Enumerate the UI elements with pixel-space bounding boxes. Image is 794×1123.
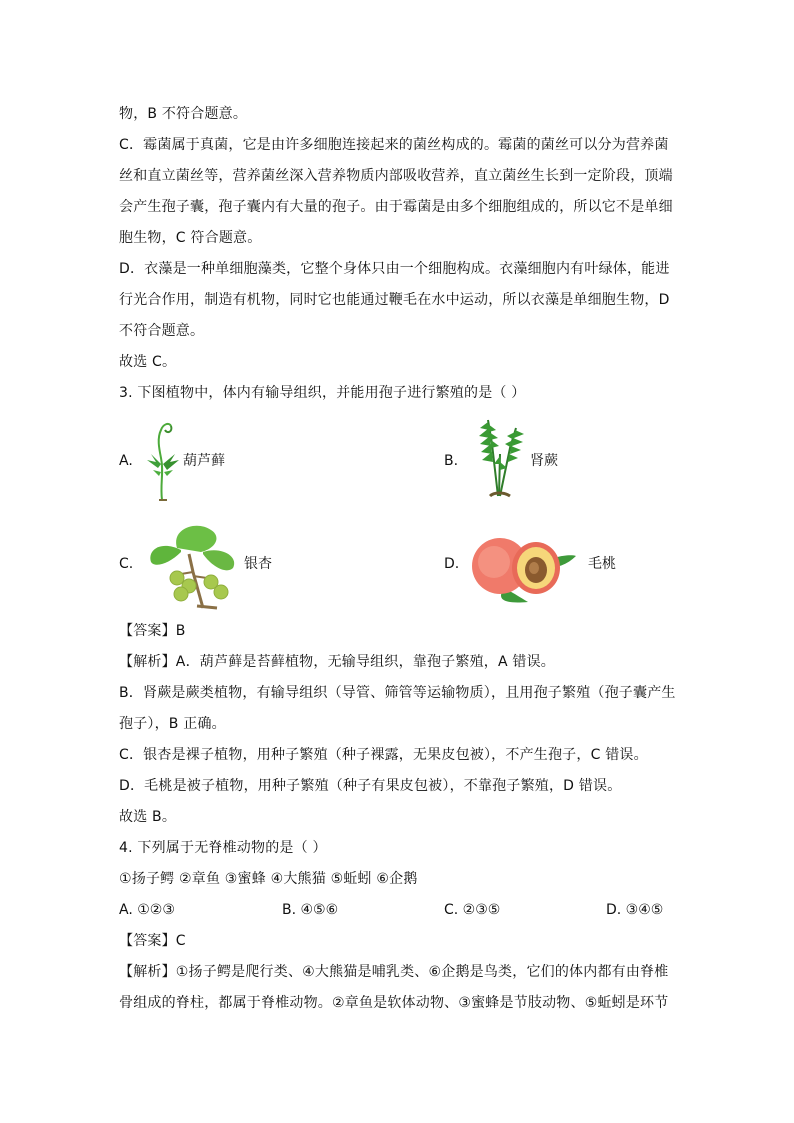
option-a-name: 葫芦藓 (183, 453, 225, 469)
analysis-line: 孢子），B 正确。 (119, 716, 226, 732)
option-c-letter: C. (119, 556, 134, 572)
analysis-line: 骨组成的脊柱，都属于脊椎动物。②章鱼是软体动物、③蜜蜂是节肢动物、⑤蚯蚓是环节 (119, 995, 669, 1011)
analysis-line: 【解析】①扬子鳄是爬行类、④大熊猫是哺乳类、⑥企鹅是鸟类，它们的体内都有由脊椎 (119, 964, 669, 980)
ginkgo-image (141, 522, 243, 612)
option-d-letter: D. (444, 556, 460, 572)
analysis-line: 【解析】A．葫芦藓是苔藓植物，无输导组织，靠孢子繁殖，A 错误。 (119, 654, 556, 670)
option-a-letter: A. (119, 453, 133, 469)
option-d: D. ③④⑤ (606, 902, 664, 918)
text-line: 丝和直立菌丝等，营养菌丝深入营养物质内部吸收营养，直立菌丝生长到一定阶段，顶端 (119, 168, 673, 184)
option-c-name: 银杏 (244, 556, 272, 572)
option-d-name: 毛桃 (588, 556, 616, 572)
option-b-letter: B. (444, 453, 459, 469)
text-line: D．衣藻是一种单细胞藻类，它整个身体只由一个细胞构成。衣藻细胞内有叶绿体，能进 (119, 261, 670, 277)
analysis-line: B．肾蕨是蕨类植物，有输导组织（导管、筛管等运输物质），且用孢子繁殖（孢子囊产生 (119, 685, 676, 701)
peach-image (466, 526, 578, 604)
option-b: B. ④⑤⑥ (282, 902, 339, 918)
text-line: 物，B 不符合题意。 (119, 106, 248, 122)
answer-label: 【答案】B (119, 623, 186, 639)
text-line: 故选 C。 (119, 354, 177, 370)
text-line: 不符合题意。 (119, 323, 205, 339)
text-line: 行光合作用，制造有机物，同时它也能通过鞭毛在水中运动，所以衣藻是单细胞生物，D (119, 292, 670, 308)
analysis-line: 故选 B。 (119, 809, 177, 825)
text-line: 会产生孢子囊，孢子囊内有大量的孢子。由于霉菌是由多个细胞组成的，所以它不是单细 (119, 199, 673, 215)
moss-image (143, 414, 183, 502)
analysis-line: C．银杏是裸子植物，用种子繁殖（种子裸露，无果皮包被），不产生孢子，C 错误。 (119, 747, 648, 763)
text-line: 胞生物，C 符合题意。 (119, 230, 262, 246)
question-4-items: ①扬子鳄 ②章鱼 ③蜜蜂 ④大熊猫 ⑤蚯蚓 ⑥企鹅 (119, 871, 418, 887)
question-4-stem: 4. 下列属于无脊椎动物的是（ ） (119, 840, 327, 856)
analysis-line: D．毛桃是被子植物，用种子繁殖（种子有果皮包被），不靠孢子繁殖，D 错误。 (119, 778, 622, 794)
option-b-name: 肾蕨 (530, 453, 558, 469)
text-line: C．霉菌属于真菌，它是由许多细胞连接起来的菌丝构成的。霉菌的菌丝可以分为营养菌 (119, 137, 669, 153)
question-3-stem: 3. 下图植物中，体内有输导组织，并能用孢子进行繁殖的是（ ） (119, 385, 526, 401)
option-c: C. ②③⑤ (444, 902, 501, 918)
answer-label: 【答案】C (119, 933, 186, 949)
option-a: A. ①②③ (119, 902, 175, 918)
fern-image (470, 414, 532, 500)
